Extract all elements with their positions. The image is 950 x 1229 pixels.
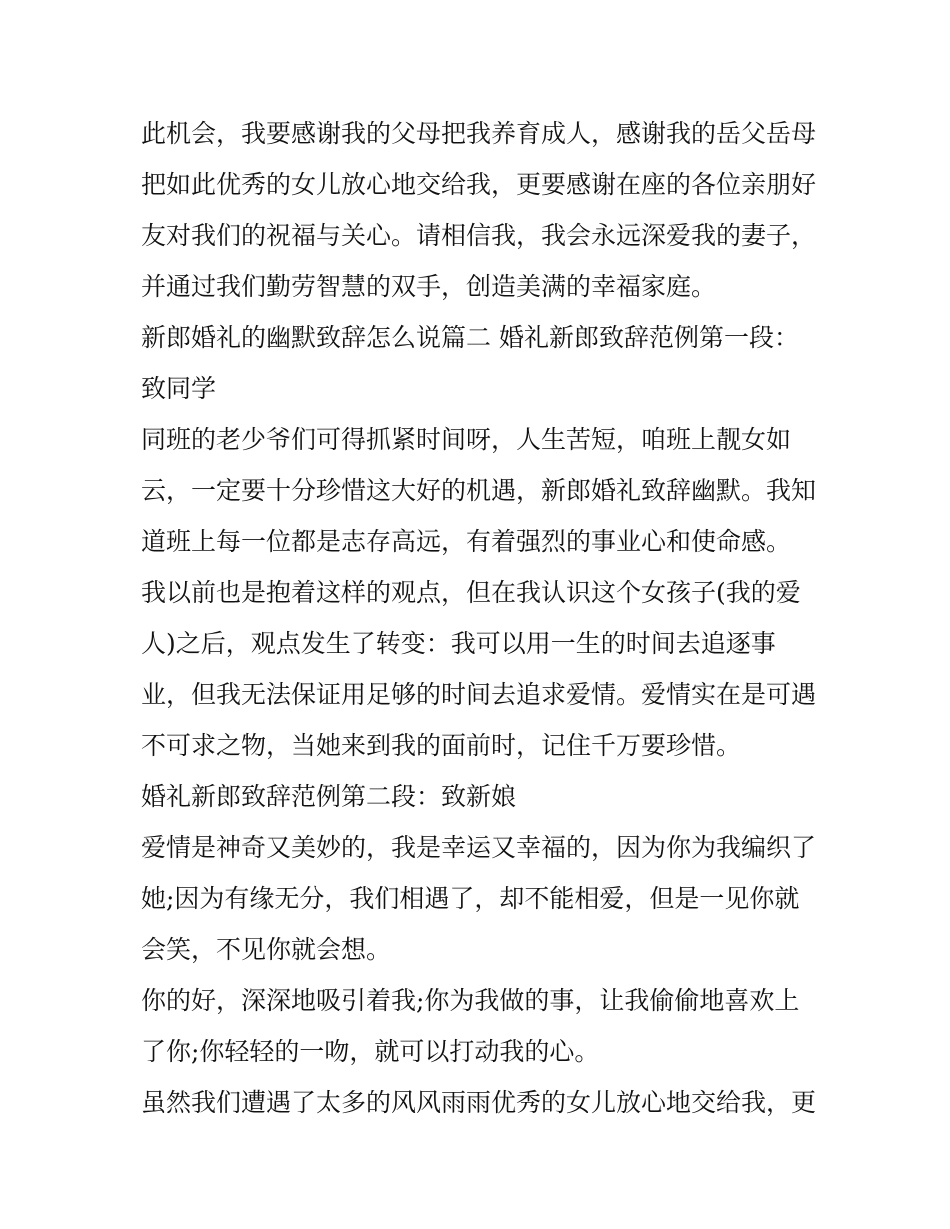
text-line: 并通过我们勤劳智慧的双手，创造美满的幸福家庭。 bbox=[141, 272, 717, 301]
section-heading: 婚礼新郎致辞范例第二段：致新娘 bbox=[141, 782, 517, 811]
document-body bbox=[141, 108, 821, 1128]
text-line: 了你;你轻轻的一吻，就可以打动我的心。 bbox=[141, 1037, 600, 1066]
text-line: 云，一定要十分珍惜这大好的机遇，新郎婚礼致辞幽默。我知 bbox=[141, 476, 817, 505]
text-line: 业，但我无法保证用足够的时间去追求爱情。爱情实在是可遇 bbox=[141, 680, 817, 709]
text-line: 爱情是神奇又美妙的，我是幸运又幸福的，因为你为我编织了 bbox=[141, 833, 817, 862]
text-line: 友对我们的祝福与关心。请相信我，我会永远深爱我的妻子， bbox=[141, 221, 817, 250]
section-heading: 新郎婚礼的幽默致辞怎么说篇二 婚礼新郎致辞范例第一段： bbox=[141, 323, 799, 352]
section-heading: 致同学 bbox=[141, 374, 217, 403]
text-line: 把如此优秀的女儿放心地交给我，更要感谢在座的各位亲朋好 bbox=[141, 170, 817, 199]
text-line: 此机会，我要感谢我的父母把我养育成人，感谢我的岳父岳母 bbox=[141, 119, 817, 148]
text-line: 我以前也是抱着这样的观点，但在我认识这个女孩子(我的爱 bbox=[141, 578, 801, 607]
text-line: 虽然我们遭遇了太多的风风雨雨优秀的女儿放心地交给我，更 bbox=[141, 1088, 817, 1117]
text-line: 道班上每一位都是志存高远，有着强烈的事业心和使命感。 bbox=[141, 527, 792, 556]
text-line: 不可求之物，当她来到我的面前时，记住千万要珍惜。 bbox=[141, 731, 742, 760]
text-line: 她;因为有缘无分，我们相遇了，却不能相爱，但是一见你就 bbox=[141, 884, 800, 913]
text-line: 你的好，深深地吸引着我;你为我做的事，让我偷偷地喜欢上 bbox=[141, 986, 800, 1015]
text-line: 会笑，不见你就会想。 bbox=[141, 935, 392, 964]
text-line: 人)之后，观点发生了转变：我可以用一生的时间去追逐事 bbox=[141, 629, 776, 658]
text-line: 同班的老少爷们可得抓紧时间呀，人生苦短，咱班上靓女如 bbox=[141, 425, 792, 454]
